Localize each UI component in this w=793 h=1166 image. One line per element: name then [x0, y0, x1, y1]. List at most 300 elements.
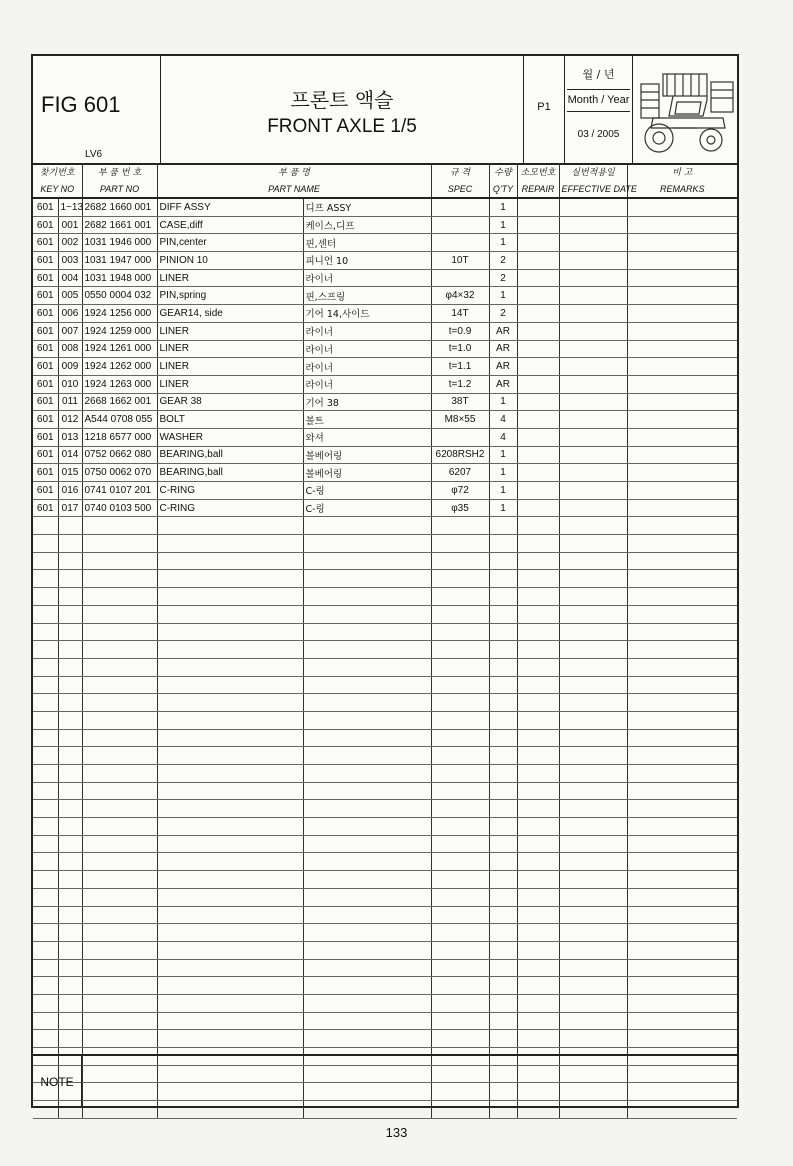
row-qty: AR — [489, 375, 517, 393]
row-effective-date — [559, 464, 627, 482]
row-fig: 601 — [33, 305, 58, 323]
row-effective-date — [559, 340, 627, 358]
row-effective-date — [559, 924, 627, 942]
row-fig — [33, 711, 58, 729]
row-repair — [517, 588, 559, 606]
row-spec — [431, 1030, 489, 1048]
table-row — [33, 322, 737, 340]
row-effective-date — [559, 906, 627, 924]
row-repair — [517, 535, 559, 553]
row-key — [58, 800, 82, 818]
row-remarks — [627, 482, 737, 500]
row-part-name-en — [157, 853, 303, 871]
row-remarks — [627, 269, 737, 287]
row-fig: 601 — [33, 482, 58, 500]
row-part-name-ko — [303, 694, 431, 712]
row-remarks — [627, 588, 737, 606]
table-row — [33, 1012, 737, 1030]
row-spec — [431, 888, 489, 906]
row-part-no: 1031 1946 000 — [82, 234, 157, 252]
row-repair — [517, 729, 559, 747]
row-fig — [33, 1012, 58, 1030]
row-effective-date — [559, 835, 627, 853]
row-effective-date — [559, 428, 627, 446]
row-spec: M8×55 — [431, 411, 489, 429]
row-repair — [517, 765, 559, 783]
table-row — [33, 959, 737, 977]
row-fig — [33, 570, 58, 588]
row-key — [58, 959, 82, 977]
row-part-no: 1924 1256 000 — [82, 305, 157, 323]
table-row — [33, 535, 737, 553]
col-qty-ko: 수량 — [489, 163, 517, 180]
table-row — [33, 977, 737, 995]
table-row — [33, 765, 737, 783]
row-spec — [431, 269, 489, 287]
row-part-no — [82, 906, 157, 924]
row-key — [58, 835, 82, 853]
row-key: 013 — [58, 428, 82, 446]
row-part-name-ko — [303, 676, 431, 694]
row-effective-date — [559, 305, 627, 323]
table-row — [33, 941, 737, 959]
row-part-no: 2668 1662 001 — [82, 393, 157, 411]
row-fig — [33, 959, 58, 977]
row-repair — [517, 800, 559, 818]
row-repair — [517, 216, 559, 234]
row-fig: 601 — [33, 340, 58, 358]
row-remarks — [627, 906, 737, 924]
row-part-name-ko — [303, 623, 431, 641]
row-part-no: 0752 0662 080 — [82, 446, 157, 464]
row-repair — [517, 269, 559, 287]
row-part-no — [82, 977, 157, 995]
row-part-name-ko — [303, 977, 431, 995]
row-qty: 1 — [489, 287, 517, 305]
row-part-name-en: LINER — [157, 375, 303, 393]
row-part-name-ko — [303, 782, 431, 800]
row-effective-date — [559, 517, 627, 535]
row-part-name-en — [157, 747, 303, 765]
table-row — [33, 252, 737, 270]
row-key — [58, 552, 82, 570]
row-remarks — [627, 411, 737, 429]
row-key: 012 — [58, 411, 82, 429]
table-row — [33, 234, 737, 252]
row-part-name-ko: 라이너 — [303, 340, 431, 358]
row-key: 007 — [58, 322, 82, 340]
table-row — [33, 888, 737, 906]
row-fig — [33, 800, 58, 818]
row-part-no — [82, 765, 157, 783]
row-repair — [517, 287, 559, 305]
table-row — [33, 994, 737, 1012]
row-spec — [431, 552, 489, 570]
row-effective-date — [559, 871, 627, 889]
row-key — [58, 782, 82, 800]
table-row — [33, 871, 737, 889]
row-spec: t=0.9 — [431, 322, 489, 340]
row-key: 010 — [58, 375, 82, 393]
row-spec: 10T — [431, 252, 489, 270]
sheet-header — [33, 56, 737, 165]
row-remarks — [627, 871, 737, 889]
row-repair — [517, 994, 559, 1012]
row-fig: 601 — [33, 464, 58, 482]
row-part-name-en: C-RING — [157, 482, 303, 500]
row-remarks — [627, 305, 737, 323]
row-key — [58, 570, 82, 588]
table-row — [33, 340, 737, 358]
row-key — [58, 906, 82, 924]
row-fig — [33, 906, 58, 924]
row-spec — [431, 924, 489, 942]
row-part-no — [82, 924, 157, 942]
page-code: P1 — [537, 101, 551, 113]
row-remarks — [627, 252, 737, 270]
row-part-no: 2682 1660 001 — [82, 198, 157, 216]
row-part-name-ko — [303, 658, 431, 676]
row-repair — [517, 641, 559, 659]
row-key: 1~13 — [58, 198, 82, 216]
row-part-no: 0550 0004 032 — [82, 287, 157, 305]
row-part-name-en: LINER — [157, 358, 303, 376]
row-part-name-en — [157, 570, 303, 588]
row-remarks — [627, 924, 737, 942]
row-spec — [431, 623, 489, 641]
row-part-name-en — [157, 623, 303, 641]
row-spec — [431, 588, 489, 606]
row-part-no: 1031 1947 000 — [82, 252, 157, 270]
row-part-name-ko — [303, 1012, 431, 1030]
row-spec: φ72 — [431, 482, 489, 500]
row-qty — [489, 1012, 517, 1030]
row-remarks — [627, 1012, 737, 1030]
row-fig — [33, 765, 58, 783]
row-fig: 601 — [33, 322, 58, 340]
title-english: FRONT AXLE 1/5 — [267, 116, 417, 137]
row-fig — [33, 588, 58, 606]
row-part-name-ko: 라이너 — [303, 375, 431, 393]
row-part-no — [82, 835, 157, 853]
row-key — [58, 1012, 82, 1030]
row-fig: 601 — [33, 428, 58, 446]
row-key — [58, 676, 82, 694]
row-fig: 601 — [33, 234, 58, 252]
title-korean: 프론트 액슬 — [290, 88, 394, 112]
model-name: LV6 — [85, 149, 103, 160]
row-qty — [489, 552, 517, 570]
table-row — [33, 482, 737, 500]
tractor-illustration-icon — [633, 56, 737, 163]
row-part-name-ko — [303, 588, 431, 606]
row-spec — [431, 198, 489, 216]
row-part-name-ko — [303, 641, 431, 659]
row-part-no — [82, 871, 157, 889]
col-spec-en: SPEC — [431, 180, 489, 198]
row-fig — [33, 535, 58, 553]
row-part-name-en: BOLT — [157, 411, 303, 429]
row-key — [58, 658, 82, 676]
col-spec-ko: 규 격 — [431, 163, 489, 180]
row-qty: 1 — [489, 393, 517, 411]
col-qty-en: Q'TY — [489, 180, 517, 198]
table-row — [33, 588, 737, 606]
row-repair — [517, 252, 559, 270]
row-part-name-en — [157, 676, 303, 694]
row-effective-date — [559, 198, 627, 216]
row-remarks — [627, 464, 737, 482]
row-effective-date — [559, 358, 627, 376]
row-repair — [517, 517, 559, 535]
row-repair — [517, 676, 559, 694]
row-qty: 1 — [489, 446, 517, 464]
row-part-no: 1218 6577 000 — [82, 428, 157, 446]
row-part-name-ko — [303, 994, 431, 1012]
table-row — [33, 711, 737, 729]
page-code-cell — [524, 56, 565, 163]
row-part-no — [82, 994, 157, 1012]
row-key: 001 — [58, 216, 82, 234]
row-key: 003 — [58, 252, 82, 270]
row-part-name-en: LINER — [157, 322, 303, 340]
row-qty: AR — [489, 322, 517, 340]
row-fig — [33, 853, 58, 871]
row-remarks — [627, 818, 737, 836]
row-qty — [489, 729, 517, 747]
row-remarks — [627, 535, 737, 553]
row-key: 015 — [58, 464, 82, 482]
row-part-name-en — [157, 535, 303, 553]
row-effective-date — [559, 1012, 627, 1030]
page-number: 133 — [385, 1125, 408, 1140]
row-part-name-ko — [303, 747, 431, 765]
row-remarks — [627, 835, 737, 853]
row-part-no — [82, 570, 157, 588]
row-part-name-ko: 볼베어링 — [303, 464, 431, 482]
row-remarks — [627, 888, 737, 906]
row-effective-date — [559, 216, 627, 234]
row-spec — [431, 994, 489, 1012]
row-key — [58, 641, 82, 659]
col-remarks-en: REMARKS — [627, 180, 737, 198]
row-spec: 6208RSH2 — [431, 446, 489, 464]
row-repair — [517, 411, 559, 429]
row-part-name-ko: 라이너 — [303, 322, 431, 340]
row-spec — [431, 658, 489, 676]
row-effective-date — [559, 676, 627, 694]
row-qty: 2 — [489, 252, 517, 270]
row-effective-date — [559, 252, 627, 270]
row-effective-date — [559, 375, 627, 393]
table-row — [33, 853, 737, 871]
col-repair-en: REPAIR — [517, 180, 559, 198]
row-remarks — [627, 782, 737, 800]
row-repair — [517, 358, 559, 376]
table-row — [33, 411, 737, 429]
divider — [567, 111, 630, 112]
row-part-name-en — [157, 782, 303, 800]
row-fig — [33, 782, 58, 800]
row-effective-date — [559, 729, 627, 747]
row-part-name-en: BEARING,ball — [157, 464, 303, 482]
row-part-no: 0750 0062 070 — [82, 464, 157, 482]
row-effective-date — [559, 853, 627, 871]
row-key — [58, 711, 82, 729]
table-row — [33, 464, 737, 482]
row-repair — [517, 570, 559, 588]
row-repair — [517, 393, 559, 411]
row-spec: 14T — [431, 305, 489, 323]
row-part-no: 1031 1948 000 — [82, 269, 157, 287]
row-repair — [517, 977, 559, 995]
row-spec — [431, 977, 489, 995]
row-part-name-en — [157, 818, 303, 836]
table-row — [33, 623, 737, 641]
table-row — [33, 198, 737, 216]
row-qty — [489, 800, 517, 818]
row-repair — [517, 782, 559, 800]
row-fig: 601 — [33, 411, 58, 429]
date-value: 03 / 2005 — [577, 129, 620, 140]
row-part-name-ko — [303, 570, 431, 588]
row-qty: 1 — [489, 499, 517, 517]
row-remarks — [627, 658, 737, 676]
row-fig — [33, 729, 58, 747]
row-part-no — [82, 818, 157, 836]
row-part-name-en — [157, 588, 303, 606]
row-spec — [431, 570, 489, 588]
row-repair — [517, 959, 559, 977]
row-part-name-ko — [303, 835, 431, 853]
row-remarks — [627, 729, 737, 747]
row-part-no — [82, 605, 157, 623]
row-remarks — [627, 623, 737, 641]
row-effective-date — [559, 552, 627, 570]
row-part-no: 2682 1661 001 — [82, 216, 157, 234]
row-fig — [33, 605, 58, 623]
row-fig — [33, 694, 58, 712]
row-key: 004 — [58, 269, 82, 287]
row-key — [58, 535, 82, 553]
row-part-name-ko: 핀,스프링 — [303, 287, 431, 305]
row-part-no — [82, 641, 157, 659]
table-row — [33, 287, 737, 305]
row-part-name-ko — [303, 765, 431, 783]
row-spec: t=1.0 — [431, 340, 489, 358]
row-part-no — [82, 676, 157, 694]
row-fig: 601 — [33, 375, 58, 393]
row-spec — [431, 605, 489, 623]
row-part-no: 1924 1261 000 — [82, 340, 157, 358]
row-repair — [517, 340, 559, 358]
table-row — [33, 305, 737, 323]
row-part-name-ko — [303, 729, 431, 747]
row-repair — [517, 924, 559, 942]
table-row — [33, 676, 737, 694]
row-spec — [431, 676, 489, 694]
row-remarks — [627, 747, 737, 765]
row-repair — [517, 853, 559, 871]
row-repair — [517, 305, 559, 323]
row-part-name-en: CASE,diff — [157, 216, 303, 234]
row-qty — [489, 570, 517, 588]
row-key: 014 — [58, 446, 82, 464]
header-row-english — [33, 180, 737, 198]
row-effective-date — [559, 658, 627, 676]
row-remarks — [627, 446, 737, 464]
row-spec — [431, 853, 489, 871]
parts-table — [33, 163, 737, 1119]
row-part-name-en — [157, 658, 303, 676]
table-row — [33, 641, 737, 659]
row-fig: 601 — [33, 216, 58, 234]
row-qty — [489, 747, 517, 765]
row-remarks — [627, 711, 737, 729]
row-part-name-ko: 피니언 10 — [303, 252, 431, 270]
parts-sheet — [31, 54, 739, 1108]
row-fig: 601 — [33, 393, 58, 411]
row-remarks — [627, 994, 737, 1012]
row-key — [58, 747, 82, 765]
row-key: 008 — [58, 340, 82, 358]
row-fig — [33, 517, 58, 535]
row-part-name-en — [157, 605, 303, 623]
row-fig — [33, 941, 58, 959]
parts-body — [33, 198, 737, 1118]
row-spec — [431, 871, 489, 889]
row-qty — [489, 765, 517, 783]
table-row — [33, 605, 737, 623]
table-row — [33, 216, 737, 234]
row-spec — [431, 747, 489, 765]
row-repair — [517, 941, 559, 959]
row-part-name-ko — [303, 605, 431, 623]
row-spec — [431, 818, 489, 836]
row-spec — [431, 1012, 489, 1030]
row-repair — [517, 464, 559, 482]
row-repair — [517, 198, 559, 216]
row-effective-date — [559, 411, 627, 429]
row-repair — [517, 818, 559, 836]
row-part-name-ko: 볼베어링 — [303, 446, 431, 464]
row-fig — [33, 552, 58, 570]
row-qty: 4 — [489, 428, 517, 446]
row-effective-date — [559, 482, 627, 500]
row-key — [58, 623, 82, 641]
row-qty — [489, 959, 517, 977]
row-part-name-en — [157, 835, 303, 853]
row-spec — [431, 641, 489, 659]
row-key: 017 — [58, 499, 82, 517]
row-remarks — [627, 765, 737, 783]
row-qty: 4 — [489, 411, 517, 429]
row-spec: φ35 — [431, 499, 489, 517]
row-repair — [517, 428, 559, 446]
row-part-name-ko — [303, 711, 431, 729]
row-part-no — [82, 729, 157, 747]
row-remarks — [627, 977, 737, 995]
row-part-no — [82, 800, 157, 818]
row-qty — [489, 641, 517, 659]
row-remarks — [627, 340, 737, 358]
row-fig — [33, 623, 58, 641]
row-part-name-en — [157, 765, 303, 783]
row-effective-date — [559, 1030, 627, 1048]
row-qty: AR — [489, 340, 517, 358]
row-fig — [33, 835, 58, 853]
row-part-no — [82, 535, 157, 553]
